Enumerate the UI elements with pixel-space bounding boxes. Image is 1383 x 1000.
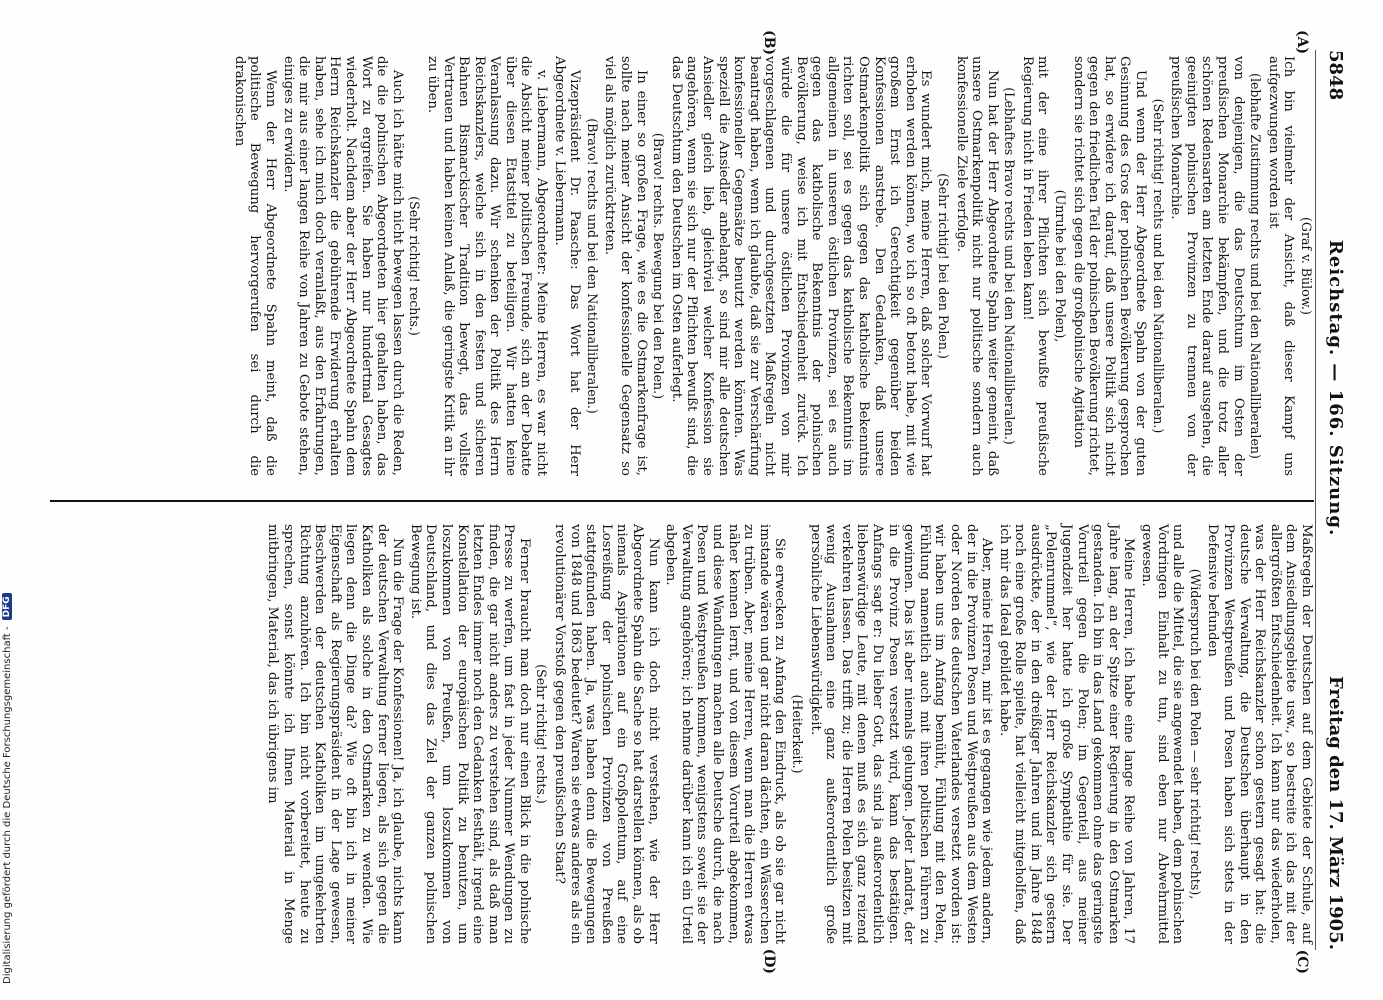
paragraph: Maßregeln der Deutschen auf dem Gebiete der Schule, auf dem Ansiedlungsgebiete usw., so bestreite ich das mit der allergrößten Entschiedenheit. Ich kann nur das wiederholen, was der Herr Reichskanzler schon gestern gesagt hat: die deutsche Verwaltung, die Deutschen überhaupt in den Provinzen Westpreußen und Posen haben sich stets in der Defensive befunden	[1204, 524, 1314, 944]
page-header	[1316, 50, 1356, 950]
interjection: (Bravo! rechts und bei den Nationalliberalen.)	[584, 118, 600, 414]
paragraph: Es wundert mich, meine Herren, daß solcher Vorwurf hat erhoben werden können, wo ich so oft betont habe, mit wie großem Ernst ich Gerechtigkeit gegenüber beiden Konfessionen anstrebe. Den Gedanken, daß unsere Ostmarkenpolitik sich gegen das katholische Bekenntnis richten soll, sei es gegen das katholische Bekenntnis im allgemeinen in unseren östlichen Provinzen, sei es auch gegen das katholische Bekenntnis der polnischen Bevölkerung, weise ich mit Entschiedenheit zurück. Ich würde die für unsere östlichen Provinzen von mir vorgeschlagenen und durchgesetzten Maßregeln nicht beantragt haben, wenn ich glaubte, daß sie zur Verschärfung konfessioneller Gegensätze benutzt werden könnten. Was speziell die Ansiedler anbelangt, so sind mir alle deutschen Ansiedler gleich lieb, gleichviel welcher Konfession sie angehören, wenn sie sich nur der Pflichten bewußt sind, die das Deutschtum den Deutschen im Osten auferlegt.	[668, 56, 933, 476]
paragraph: und alle die Mittel, die sie angewendet haben, dem polnischen Vordringen Einhalt zu tun, sind eben nur Abwehrmittel gewesen.	[1138, 524, 1185, 944]
paragraph: Nun die Frage der Konfessionen! Ja, ich glaube, nichts kann der deutschen Verwaltung ferner liegen, als sich gegen die Katholiken als solche in den Ostmarken zu wenden. Wie liegen denn die Dinge da? Wie oft bin ich in meiner Eigenschaft als Regierungspräsident in der Lage gewesen, Beschwerden der deutschen Katholiken im umgekehrten Richtung anzuhören. Ich bin nicht vorbereitet, heute zu sprechen, sonst könnte ich Ihnen Material in Menge mitbringen, Material, das ich übrigens im	[264, 524, 405, 944]
interjection: (Graf v. Bülow.)	[1298, 217, 1314, 315]
paragraph: Auch ich hätte mich nicht bewegen lassen durch die Reden, die die polnischen Abgeordneten hier gehalten haben, das Wort zu ergreifen. Sie haben nur hundertmal Gesagtes wiederholt. Nachdem aber der Herr Abgeordnete Spahn dem Herrn Reichskanzler die gebührende Erwiderung erhalten haben, sehe ich mich doch veranlaßt, aus den Erfahrungen, die mir aus einer langen Reihe von Jahren zu Gebote stehen, einiges zu erwidern.	[280, 56, 405, 476]
margin-label-a: (A)	[1293, 30, 1310, 55]
footer-text: Digitalisierung gefördert durch die Deutsche Forschungsgemeinschaft -	[1, 626, 13, 984]
interjection: (Sehr richtig! rechts und bei den Nationalliberalen.)	[1150, 98, 1166, 434]
interjection: (Heiterkeit.)	[789, 694, 805, 774]
paragraph: Ich bin vielmehr der Ansicht, daß dieser Kampf uns aufgezwungen worden ist	[1265, 56, 1296, 476]
left-column	[38, 56, 1314, 476]
session-date: Freitag den 17. März 1905.	[1325, 676, 1346, 950]
paragraph: von denjenigen, die das Deutschtum im Osten der preußischen Monarchie bekämpfen, und die trotz aller schönen Redensarten am letzten Ende darauf ausgehen, die geeinigten polnischen Provinzen zu trennen von der preußischen Monarchie.	[1167, 56, 1246, 476]
margin-label-d: (D)	[760, 948, 777, 974]
interjection: (Sehr richtig! rechts.)	[534, 664, 549, 804]
page-number: 5848	[1325, 50, 1346, 101]
paragraph: In einer so großen Frage, wie es die Ostmarkenfrage ist, sollte nach meiner Ansicht der konfessionelle Gegensatz so viel als möglich zurücktreten.	[601, 56, 649, 476]
header-rule	[1315, 50, 1316, 950]
paragraph: v. Liebermann, Abgeordneter: Meine Herren, es war nicht die Absicht meiner politischen Freunde, sich an der Debatte über diesen Etatstitel zu beteiligen. Wir hatten keine Veranlassung dazu. Wir schenken der Politik des Herrn Reichskanzlers, welche sich in den festen und sicheren Bahnen Bismarckischer Tradition bewegt, das vollste Vertrauen und haben keinen Anlaß, die geringste Kritik an ihr zu üben.	[424, 56, 549, 476]
paragraph: Aber, meine Herren, mir ist es gegangen wie jedem andern, der in die Provinzen Posen und Westpreußen aus dem Westen oder Norden des deutschen Vaterlandes versetzt worden ist: wir haben uns im Anfang bemüht, Fühlung mit den Polen, Fühlung namentlich auch mit ihren politischen Führern zu gewinnen. Das ist aber niemals gelungen. Jeder Landrat, der in die Provinz Posen versetzt wird, kann das bestätigen. Anfangs sagt er: Du lieber Gott, das sind ja außerordentlich liebenswürdige Leute, mit denen muß es sich ganz reizend verkehren lassen. Das trifft zu; die Herren Polen besitzen mit wenig Ausnahmen eine ganz außerordentlich große persönliche Liebenswürdigkeit.	[807, 524, 994, 944]
paragraph: Meine Herren, ich habe eine lange Reihe von Jahren, 17 Jahre lang, an der Spitze einer Regierung in den Ostmarken gestanden. Ich bin in das Land gekommen ohne das geringste Vorurteil gegen die Polen; im Gegenteil, aus meiner Jugendzeit her hatte ich große Sympathie für sie. Der „Polenrummel“, wie der Herr Reichskanzler sich gestern ausdrückte, der in den dreißiger Jahren und im Jahre 1848 noch eine große Rolle spielte, hat vielleicht mitgeholfen, daß ich mir das Ideal gebildet habe.	[996, 524, 1136, 944]
paragraph: Und wenn der Herr Abgeordnete Spahn von der guten Gesinnung des Gros der polnischen Bevölkerung gesprochen hat, so erwidere ich darauf, daß unsere Politik sich nicht gegen den friedlichen Teil der polnischen Bevölkerung richtet, sondern sie richtet sich gegen die großpolnische Agitation	[1070, 56, 1148, 476]
margin-label-b: (B)	[760, 30, 777, 56]
paragraph: Nun hat der Herr Abgeordnete Spahn weiter gemeint, daß unsere Ostmarkenpolitik nicht nur politische sondern auch konfessionelle Ziele verfolge.	[953, 56, 1000, 476]
dfg-logo: DFG	[2, 593, 12, 620]
interjection: (Sehr richtig! rechts.)	[406, 196, 422, 336]
right-column	[38, 524, 1314, 944]
interjection: (Lebhaftes Bravo rechts und bei den Nationalliberalen.)	[1001, 87, 1017, 445]
paragraph: Wenn der Herr Abgeordnete Spahn meint, daß die politische Bewegung hervorgerufen sei durch die drakonischen	[231, 56, 278, 476]
margin-label-c: (C)	[1293, 949, 1310, 974]
interjection: (lebhafte Zustimmung rechts und bei den Nationalliberalen)	[1247, 73, 1263, 459]
rotated-page	[22, 20, 1362, 980]
paragraph: Sie erwecken zu Anfang den Eindruck, als ob sie gar nicht imstande wären und gar nicht daran dächten, ein Wässerchen zu trüben. Aber, meine Herren, wenn man die Herren etwas näher kennen lernt, und von diesem Vorurteil abgekommen, und diese Wandlungen machen alle Deutsche durch, die nach Posen und Westpreußen kommen, wenigstens soweit sie der Verwaltung angehören; ich nehme darüber kann ich ein Urteil abgeben.	[662, 524, 787, 944]
interjection: (Bravo! rechts. Bewegung bei den Polen.)	[650, 132, 666, 400]
running-title: Reichstag. — 166. Sitzung.	[1325, 239, 1346, 537]
paragraph: Vizepräsident Dr. Paasche: Das Wort hat der Herr Abgeordnete v. Liebermann.	[551, 56, 582, 476]
paragraph: Ferner braucht man doch nur einen Blick in die polnische Presse zu werfen, um fast in jeder Nummer Wendungen zu finden, die gar nicht anders zu verstehen sind, als daß man letzten Endes immer noch den Gedanken festhält, irgend eine Konstellation der europäischen Politik zu benutzen, um loszukommen von Preußen, um loszukommen von Deutschland, und dies das Ziel der ganzen polnischen Bewegung ist.	[407, 524, 532, 944]
digitization-footer	[0, 0, 14, 984]
column-divider	[50, 500, 1314, 502]
paragraph: Nun kann ich doch nicht verstehen, wie der Herr Abgeordnete Spahn die Sache so hat darstellen können, als ob niemals Aspirationen auf ein Großpolentum, auf eine Losreißung der polnischen Provinzen von Preußen stattgefunden haben. Ja, was haben denn die Bewegungen von 1848 und 1863 bedeutet? Waren sie etwas anderes als ein revolutionärer Vorstoß gegen den preußischen Staat?	[551, 524, 661, 944]
interjection: (Widerspruch bei den Polen — sehr richtig! rechts),	[1187, 568, 1203, 900]
paragraph: mit der eine ihrer Pflichten sich bewußte preußische Regierung nicht in Frieden leben kann!	[1019, 56, 1050, 476]
interjection: (Unruhe bei den Polen),	[1052, 189, 1068, 343]
interjection: (Sehr richtig! bei den Polen.)	[935, 173, 951, 359]
